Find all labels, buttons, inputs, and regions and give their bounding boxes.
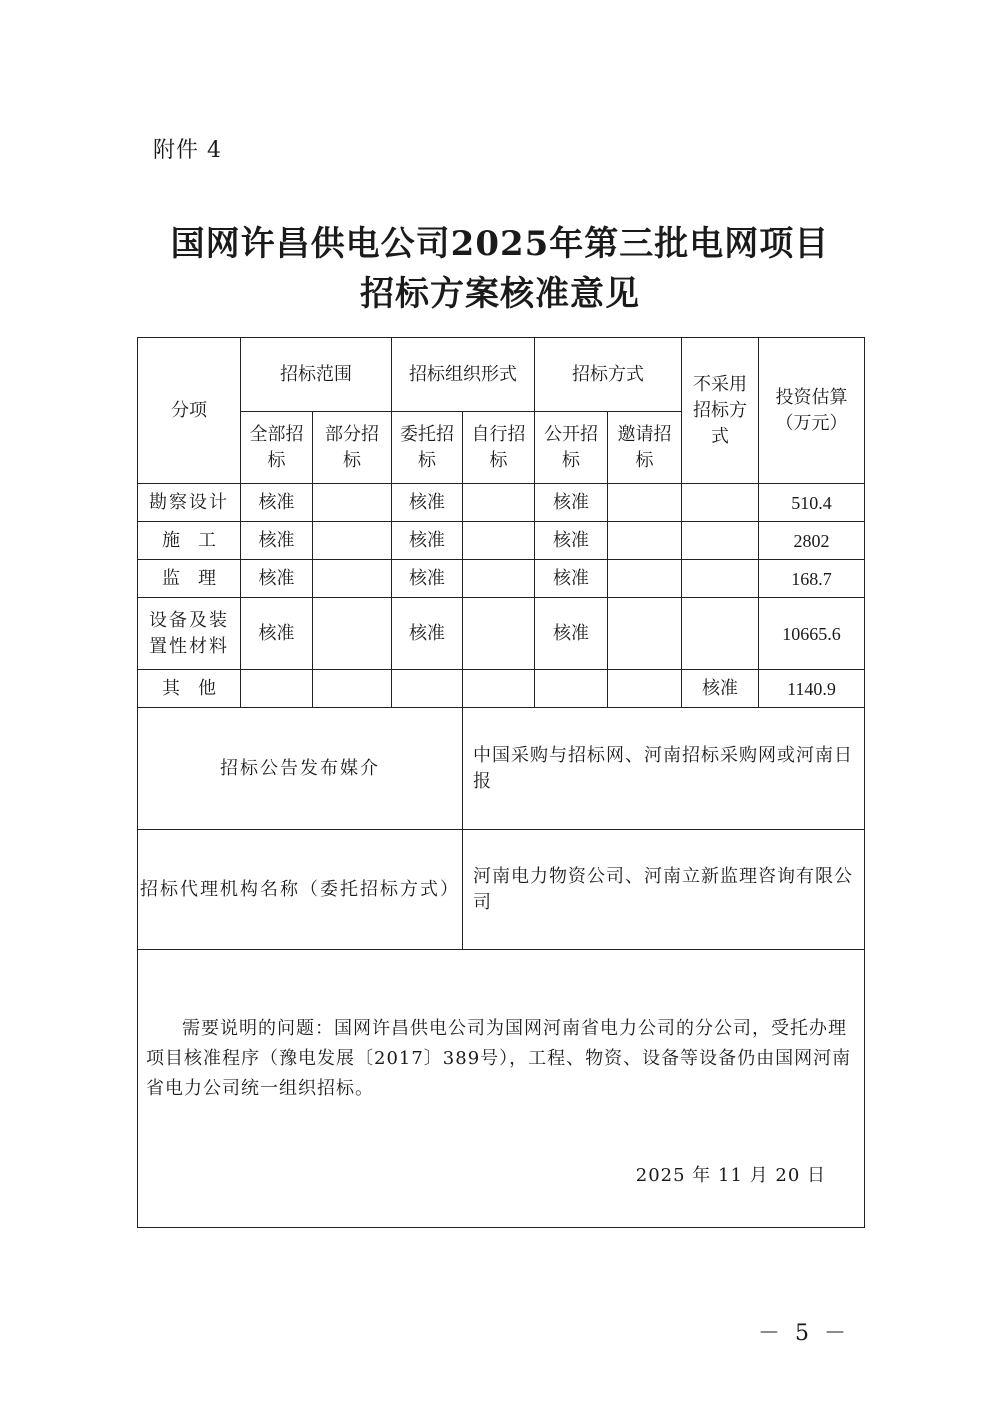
agency-row	[138, 830, 865, 950]
header-item: 分项	[138, 338, 241, 484]
row-method-open	[535, 670, 608, 708]
header-method-open: 公开招标	[535, 412, 608, 484]
header-no-tender: 不采用招标方式	[682, 338, 759, 484]
media-value: 中国采购与招标网、河南招标采购网或河南日报	[463, 708, 865, 830]
row-no-tender	[682, 484, 759, 522]
row-method-open: 核准	[535, 598, 608, 670]
header-scope-all: 全部招标	[241, 412, 313, 484]
row-org-self	[463, 484, 535, 522]
row-method-open: 核准	[535, 522, 608, 560]
header-method: 招标方式	[535, 338, 682, 412]
attachment-label: 附件 4	[153, 138, 222, 163]
row-org-self	[463, 598, 535, 670]
notes-cell	[138, 950, 865, 1228]
row-scope-part	[313, 484, 392, 522]
header-method-invite: 邀请招标	[608, 412, 682, 484]
row-method-invite	[608, 670, 682, 708]
row-org-self	[463, 522, 535, 560]
agency-label: 招标代理机构名称（委托招标方式）	[138, 830, 463, 950]
row-investment: 2802	[759, 522, 865, 560]
row-investment: 510.4	[759, 484, 865, 522]
header-org-entrust: 委托招标	[392, 412, 463, 484]
table-row	[138, 670, 865, 708]
approval-table	[137, 337, 865, 1228]
row-item: 勘察设计	[138, 484, 241, 522]
row-item: 设备及装置性材料	[138, 598, 241, 670]
agency-value: 河南电力物资公司、河南立新监理咨询有限公司	[463, 830, 865, 950]
row-method-invite	[608, 598, 682, 670]
table-row	[138, 522, 865, 560]
row-scope-all	[241, 670, 313, 708]
row-no-tender	[682, 522, 759, 560]
table-row	[138, 484, 865, 522]
row-no-tender: 核准	[682, 670, 759, 708]
document-title-line-2: 招标方案核准意见	[360, 274, 640, 314]
row-item: 其 他	[138, 670, 241, 708]
row-scope-part	[313, 522, 392, 560]
notes-text: 需要说明的问题：国网许昌供电公司为国网河南省电力公司的分公司，受托办理项目核准程序（豫电发展〔2017〕389号），工程、物资、设备等设备仍由国网河南省电力公司统一组织招标。	[146, 1018, 852, 1099]
row-org-entrust	[392, 670, 463, 708]
row-org-entrust: 核准	[392, 560, 463, 598]
header-row-1	[138, 338, 865, 412]
row-org-self	[463, 560, 535, 598]
row-method-open: 核准	[535, 484, 608, 522]
row-item: 施 工	[138, 522, 241, 560]
media-row	[138, 708, 865, 830]
notes-row	[138, 950, 865, 1228]
row-scope-all: 核准	[241, 484, 313, 522]
media-label: 招标公告发布媒介	[138, 708, 463, 830]
header-scope: 招标范围	[241, 338, 392, 412]
row-item: 监 理	[138, 560, 241, 598]
row-org-entrust: 核准	[392, 598, 463, 670]
row-scope-part	[313, 670, 392, 708]
notes-date: 2025 年 11 月 20 日	[635, 1165, 826, 1186]
row-investment: 10665.6	[759, 598, 865, 670]
page-number: － 5 －	[758, 1321, 850, 1346]
document-title-line-1: 国网许昌供电公司2025年第三批电网项目	[170, 224, 830, 264]
row-method-invite	[608, 522, 682, 560]
row-investment: 168.7	[759, 560, 865, 598]
table-row	[138, 560, 865, 598]
row-scope-part	[313, 560, 392, 598]
header-org-form: 招标组织形式	[392, 338, 535, 412]
row-method-invite	[608, 560, 682, 598]
header-org-self: 自行招标	[463, 412, 535, 484]
row-org-entrust: 核准	[392, 484, 463, 522]
row-no-tender	[682, 560, 759, 598]
row-scope-part	[313, 598, 392, 670]
table-row	[138, 598, 865, 670]
row-org-self	[463, 670, 535, 708]
row-scope-all: 核准	[241, 522, 313, 560]
row-scope-all: 核准	[241, 598, 313, 670]
row-scope-all: 核准	[241, 560, 313, 598]
row-no-tender	[682, 598, 759, 670]
row-method-open: 核准	[535, 560, 608, 598]
header-investment: 投资估算（万元）	[759, 338, 865, 484]
row-method-invite	[608, 484, 682, 522]
header-scope-part: 部分招标	[313, 412, 392, 484]
row-org-entrust: 核准	[392, 522, 463, 560]
row-investment: 1140.9	[759, 670, 865, 708]
